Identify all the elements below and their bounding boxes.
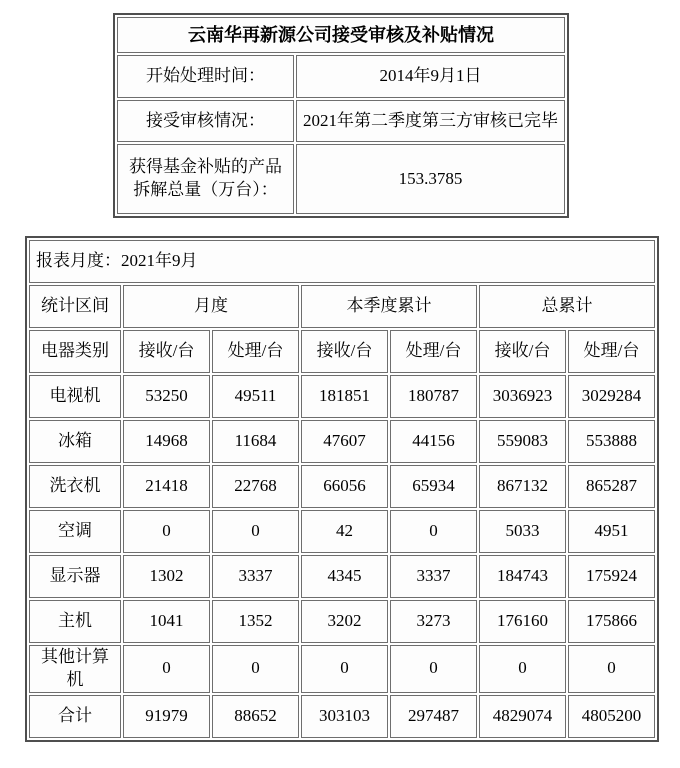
report-page — [0, 13, 680, 742]
table-row — [29, 420, 655, 463]
value-cell: 297487 — [390, 695, 477, 738]
category-cell: 显示器 — [29, 555, 121, 598]
table-row — [29, 510, 655, 553]
summary-value-cell: 153.3785 — [296, 144, 565, 214]
table-row — [29, 695, 655, 738]
header-cell-category: 电器类别 — [29, 330, 121, 373]
value-cell: 0 — [212, 645, 299, 693]
value-cell: 0 — [212, 510, 299, 553]
value-cell: 4805200 — [568, 695, 655, 738]
value-cell: 44156 — [390, 420, 477, 463]
value-cell: 21418 — [123, 465, 210, 508]
monthly-report-table — [25, 236, 659, 742]
value-cell: 0 — [479, 645, 566, 693]
category-cell: 合计 — [29, 695, 121, 738]
value-cell: 181851 — [301, 375, 388, 418]
summary-table — [113, 13, 569, 218]
value-cell: 175924 — [568, 555, 655, 598]
value-cell: 66056 — [301, 465, 388, 508]
table-row — [29, 375, 655, 418]
category-cell: 主机 — [29, 600, 121, 643]
value-cell: 175866 — [568, 600, 655, 643]
value-cell: 47607 — [301, 420, 388, 463]
report-period-cell — [29, 240, 655, 283]
value-cell: 0 — [390, 645, 477, 693]
summary-value-cell: 2021年第二季度第三方审核已完毕 — [296, 100, 565, 142]
table-row — [117, 17, 565, 53]
category-cell: 洗衣机 — [29, 465, 121, 508]
value-cell: 5033 — [479, 510, 566, 553]
header-cell: 接收/台 — [123, 330, 210, 373]
value-cell: 865287 — [568, 465, 655, 508]
value-cell: 3202 — [301, 600, 388, 643]
value-cell: 553888 — [568, 420, 655, 463]
header-cell-quarterly: 本季度累计 — [301, 285, 477, 328]
header-cell-total: 总累计 — [479, 285, 655, 328]
value-cell: 4951 — [568, 510, 655, 553]
value-cell: 53250 — [123, 375, 210, 418]
summary-label-cell: 接受审核情况： — [117, 100, 294, 142]
table-row — [29, 600, 655, 643]
category-cell: 冰箱 — [29, 420, 121, 463]
value-cell: 559083 — [479, 420, 566, 463]
value-cell: 49511 — [212, 375, 299, 418]
value-cell: 0 — [568, 645, 655, 693]
category-cell: 电视机 — [29, 375, 121, 418]
value-cell: 180787 — [390, 375, 477, 418]
table-row — [117, 144, 565, 214]
table-row — [29, 240, 655, 283]
value-cell: 0 — [123, 510, 210, 553]
value-cell: 184743 — [479, 555, 566, 598]
header-cell: 处理/台 — [568, 330, 655, 373]
value-cell: 22768 — [212, 465, 299, 508]
value-cell: 65934 — [390, 465, 477, 508]
table-row — [29, 555, 655, 598]
summary-table-title: 云南华再新源公司接受审核及补贴情况 — [117, 17, 565, 53]
table-row — [29, 645, 655, 693]
report-period-value: 2021年9月 — [121, 251, 198, 271]
header-cell-monthly: 月度 — [123, 285, 299, 328]
value-cell: 11684 — [212, 420, 299, 463]
table-row — [29, 330, 655, 373]
summary-label-cell: 开始处理时间： — [117, 55, 294, 98]
value-cell: 3036923 — [479, 375, 566, 418]
value-cell: 303103 — [301, 695, 388, 738]
value-cell: 0 — [301, 645, 388, 693]
value-cell: 1352 — [212, 600, 299, 643]
table-row — [29, 465, 655, 508]
value-cell: 3337 — [212, 555, 299, 598]
category-cell: 其他计算机 — [29, 645, 121, 693]
category-cell: 空调 — [29, 510, 121, 553]
header-cell-interval: 统计区间 — [29, 285, 121, 328]
header-cell: 接收/台 — [301, 330, 388, 373]
value-cell: 1302 — [123, 555, 210, 598]
value-cell: 3029284 — [568, 375, 655, 418]
value-cell: 0 — [390, 510, 477, 553]
table-row — [117, 100, 565, 142]
value-cell: 4345 — [301, 555, 388, 598]
header-cell: 处理/台 — [212, 330, 299, 373]
value-cell: 0 — [123, 645, 210, 693]
table-row — [117, 55, 565, 98]
value-cell: 1041 — [123, 600, 210, 643]
value-cell: 88652 — [212, 695, 299, 738]
table-row — [29, 285, 655, 328]
value-cell: 91979 — [123, 695, 210, 738]
value-cell: 176160 — [479, 600, 566, 643]
value-cell: 42 — [301, 510, 388, 553]
summary-value-cell: 2014年9月1日 — [296, 55, 565, 98]
value-cell: 3273 — [390, 600, 477, 643]
value-cell: 14968 — [123, 420, 210, 463]
report-period-label: 报表月度： — [36, 251, 121, 271]
value-cell: 3337 — [390, 555, 477, 598]
summary-label-cell: 获得基金补贴的产品拆解总量（万台）： — [117, 144, 294, 214]
value-cell: 4829074 — [479, 695, 566, 738]
header-cell: 接收/台 — [479, 330, 566, 373]
value-cell: 867132 — [479, 465, 566, 508]
header-cell: 处理/台 — [390, 330, 477, 373]
